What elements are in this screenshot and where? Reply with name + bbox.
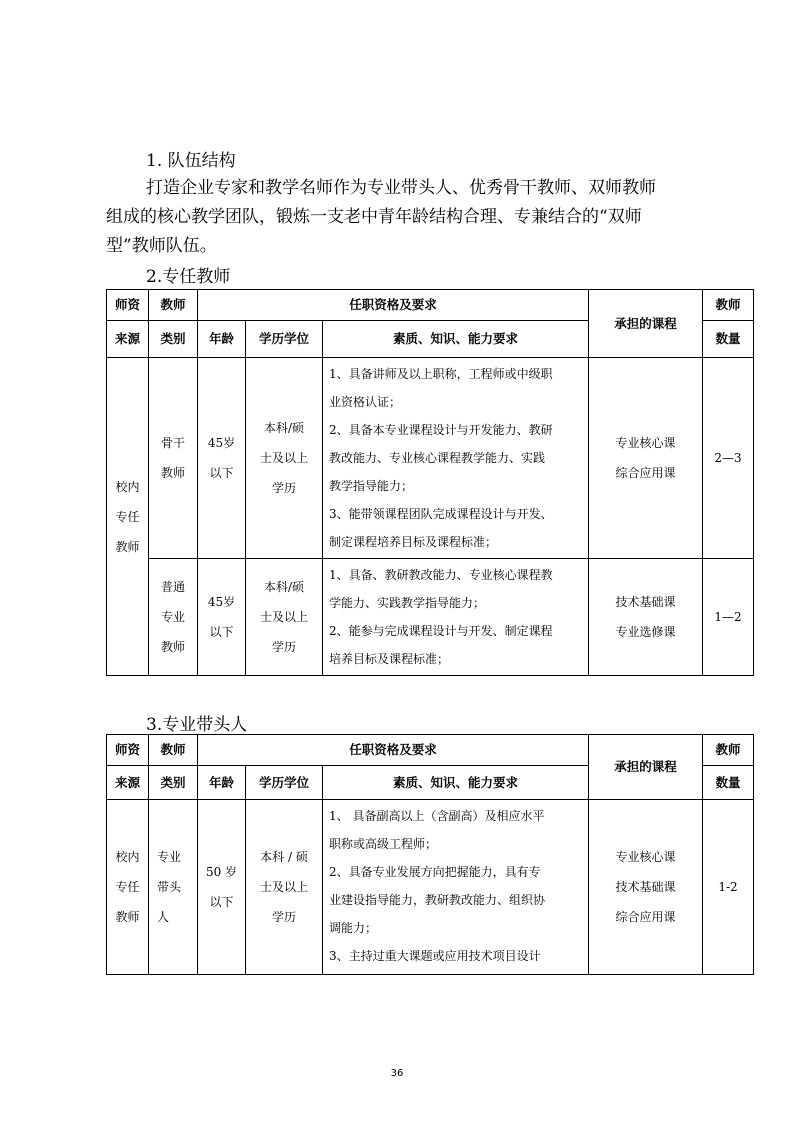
age-cell: 50 岁 以下 (198, 800, 246, 975)
degree-cell: 本科 / 硕 士及以上 学历 (246, 800, 323, 975)
header-count-top: 教师 (703, 735, 754, 766)
section-3-heading: 3.专业带头人 (146, 715, 248, 735)
table-row (107, 559, 754, 676)
header-qualification: 任职资格及要求 (198, 290, 589, 321)
paragraph-line-1: 打造企业专家和教学名师作为专业带头人、优秀骨干教师、双师教师 (146, 178, 656, 198)
courses-cell: 专业核心课 综合应用课 (589, 358, 703, 559)
degree-cell: 本科/硕 士及以上 学历 (246, 559, 323, 676)
skills-cell: 1、具备讲师及以上职称，工程师或中级职 业资格认证； 2、具备本专业课程设计与开发能力、教研 教改能力、专业核心课程教学能力、实践 教学指导能力； 3、能带领课程团队完成课程设计与开发、 制定课程培养目标及课程标准； (323, 358, 589, 559)
table-row (107, 358, 754, 559)
section-1-heading: 1. 队伍结构 (146, 151, 236, 171)
paragraph-line-3: 型”教师队伍。 (106, 236, 217, 256)
degree-cell: 本科/硕 士及以上 学历 (246, 358, 323, 559)
section-2-heading: 2.专任教师 (146, 267, 231, 287)
count-cell: 1-2 (703, 800, 754, 975)
page-number: 36 (390, 1068, 404, 1079)
header-type-top: 教师 (149, 735, 198, 766)
header-count-bottom: 数量 (703, 766, 754, 800)
header-qualification: 任职资格及要求 (198, 735, 589, 766)
header-degree: 学历学位 (246, 321, 323, 358)
age-cell: 45岁 以下 (198, 559, 246, 676)
header-source-top: 师资 (107, 290, 149, 321)
full-time-teacher-table (106, 289, 754, 676)
header-courses: 承担的课程 (589, 290, 703, 358)
header-courses: 承担的课程 (589, 735, 703, 800)
teacher-type-cell: 普通 专业 教师 (149, 559, 198, 676)
header-type-top: 教师 (149, 290, 198, 321)
header-skills: 素质、知识、能力要求 (323, 321, 589, 358)
courses-cell: 技术基础课 专业选修课 (589, 559, 703, 676)
teacher-source-cell: 校内 专任 教师 (107, 800, 149, 975)
header-type-bottom: 类别 (149, 321, 198, 358)
courses-cell: 专业核心课 技术基础课 综合应用课 (589, 800, 703, 975)
header-source-top: 师资 (107, 735, 149, 766)
skills-cell: 1、 具备副高以上（含副高）及相应水平 职称或高级工程师； 2、具备专业发展方向把握能力，具有专 业建设指导能力，教研教改能力、组织协 调能力； 3、主持过重大课题或应用技术项目设计 (323, 800, 589, 975)
header-source-bottom: 来源 (107, 321, 149, 358)
header-age: 年龄 (198, 766, 246, 800)
header-type-bottom: 类别 (149, 766, 198, 800)
table-row (107, 800, 754, 975)
header-count-top: 教师 (703, 290, 754, 321)
header-degree: 学历学位 (246, 766, 323, 800)
teacher-source-cell: 校内 专任 教师 (107, 358, 149, 676)
teacher-type-cell: 骨干 教师 (149, 358, 198, 559)
header-source-bottom: 来源 (107, 766, 149, 800)
age-cell: 45岁 以下 (198, 358, 246, 559)
skills-cell: 1、具备、教研教改能力、专业核心课程教 学能力、实践教学指导能力； 2、能参与完成课程设计与开发、制定课程 培养目标及课程标准； (323, 559, 589, 676)
header-skills: 素质、知识、能力要求 (323, 766, 589, 800)
program-leader-table (106, 734, 754, 975)
header-count-bottom: 数量 (703, 321, 754, 358)
teacher-type-cell: 专业 带头 人 (149, 800, 198, 975)
paragraph-line-2: 组成的核心教学团队，锻炼一支老中青年龄结构合理、专兼结合的“双师 (106, 207, 642, 227)
header-age: 年龄 (198, 321, 246, 358)
count-cell: 1—2 (703, 559, 754, 676)
count-cell: 2—3 (703, 358, 754, 559)
